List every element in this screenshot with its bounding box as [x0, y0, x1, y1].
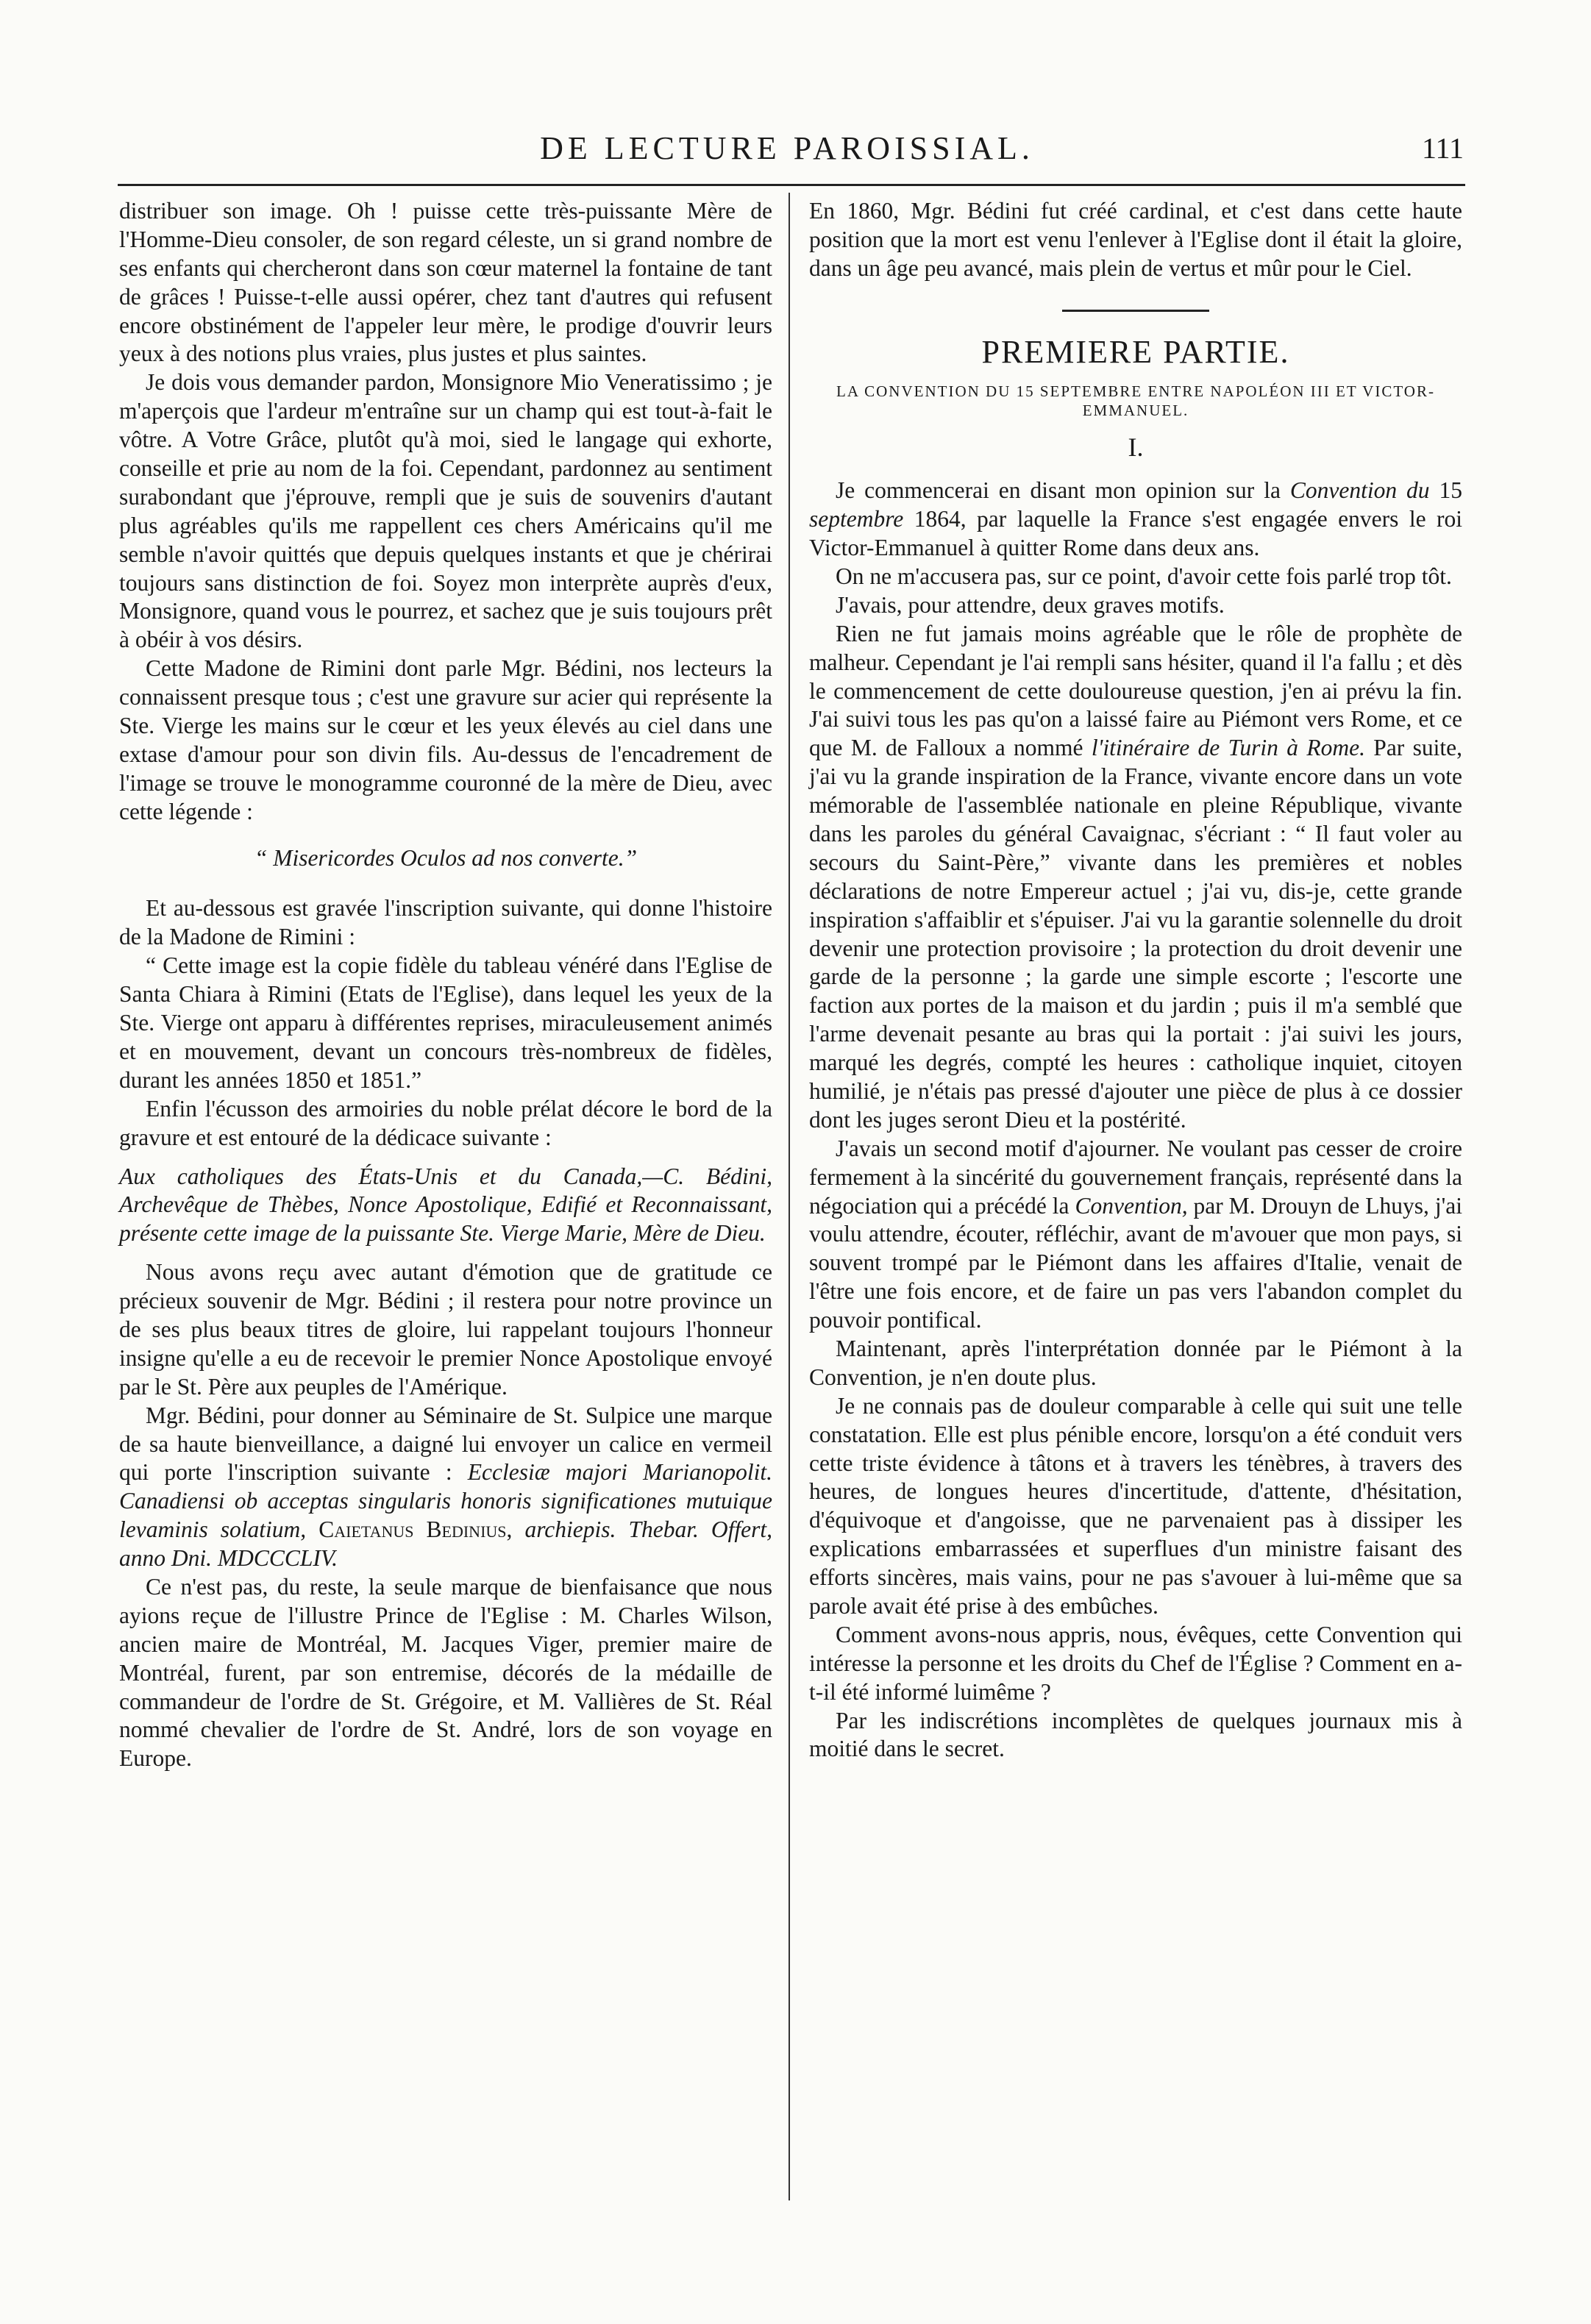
latin-inscription: Ecclesiæ majori Marianopolit. Canadiensi ob acceptas singularis honoris significationes mutuique levaminis solatium, [119, 1459, 772, 1543]
signatory-name: Caietanus Bedinius, [318, 1516, 513, 1543]
paragraph: On ne m'accusera pas, sur ce point, d'avoir cette fois parlé trop tôt. [836, 563, 1452, 589]
paragraph: Comment avons-nous appris, nous, évêques, cette Convention qui intéresse la personne et les droits du Chef de l'Église ? Comment en a-t-il été informé luimême ? [809, 1621, 1462, 1705]
section-rule [1062, 310, 1209, 312]
page-number: 111 [1421, 132, 1464, 165]
italic-text: septembre [809, 506, 904, 532]
paragraph: Je dois vous demander pardon, Monsignore Mio Veneratissimo ; je m'aperçois que l'ardeur m'entraîne sur un champ qui est tout-à-fait le vôtre. A Votre Grâce, plutôt qu'à moi, sied le langage qui exhorte, conseille et prie au nom de la foi. Cependant, pardonnez au sentiment surabondant que j'éprouve, rempli que je suis de souvenirs d'autant plus agréables qu'ils me rappellent ces chers Américains qu'il me semble n'avoir quittés que depuis quelques instants et que je chérirai toujours sans distinction de foi. Soyez mon interprète auprès d'eux, Monsignore, quand vous le pourrez, et sachez que je suis toujours prêt à obéir à vos désirs. [119, 369, 772, 653]
paragraph: Par les indiscrétions incomplètes de quelques journaux mis à moitié dans le secret. [809, 1707, 1462, 1762]
page-header [110, 124, 1464, 175]
legend-quote: “ Misericordes Oculos ad nos converte.” [254, 844, 638, 871]
paragraph: J'avais, pour attendre, deux graves motifs. [836, 591, 1225, 618]
paragraph: En 1860, Mgr. Bédini fut créé cardinal, et c'est dans cette haute position que la mort est venu l'enlever à l'Eglise dont il était la gloire, dans un âge peu avancé, mais plein de vertus et mûr pour le Ciel. [809, 198, 1462, 281]
paragraph: distribuer son image. Oh ! puisse cette très-puissante Mère de l'Homme-Dieu consoler, de son regard céleste, un si grand nombre de ses enfants qui chercheront dans son cœur maternel la fontaine de tant de grâces ! Puisse-t-elle aussi opérer, chez tant d'autres qui refusent encore obstinément de l'appeler leur mère, le prodige d'ouvrir leurs yeux à des notions plus vraies, plus justes et plus saintes. [119, 198, 772, 367]
paragraph: Maintenant, après l'interprétation donnée par le Piémont à la Convention, je n'en doute plus. [809, 1336, 1462, 1390]
left-column [119, 197, 772, 1773]
paragraph-text: Rien ne fut jamais moins agréable que le rôle de prophète de malheur. Cependant je l'ai rempli sans hésiter, quand il l'a fallu ; et dès le commencement de cette douloureuse question, j'en ai prévu la fin. J'ai suivi tous les pas qu'on a laissé faire au Piémont vers Rome, et ce que M. de Falloux a nommé [809, 620, 1462, 761]
paragraph: Je ne connais pas de douleur comparable à celle qui suit une telle constatation. Elle est plus pénible encore, lorsqu'on a été conduit vers cette triste évidence à tâtons et à travers les ténèbres, à travers des heures, de longues heures d'incertitude, d'attente, d'hésitation, d'équivoque et d'angoisse, que ne parvenaient pas à dissiper les explications embarrassées et superflues d'un ministre faisant des efforts sincères, mais vains, pour ne pas s'avouer à lui-même que sa parole avait été prise à des embûches. [809, 1392, 1462, 1619]
column-divider [789, 193, 790, 2200]
paragraph: Nous avons reçu avec autant d'émotion que de gratitude ce précieux souvenir de Mgr. Bédini ; il restera pour notre province un de ses plus beaux titres de gloire, lui rappelant toujours l'honneur insigne qu'elle a eu de recevoir le premier Nonce Apostolique envoyé par le St. Père aux peuples de l'Amérique. [119, 1259, 772, 1400]
paragraph [119, 1402, 772, 1573]
header-rule [118, 184, 1465, 186]
italic-text: Convention, [1075, 1192, 1188, 1219]
paragraph-text: Je commencerai en disant mon opinion sur la [836, 477, 1290, 504]
italic-text: Convention du [1289, 477, 1430, 504]
inscription-paragraph: “ Cette image est la copie fidèle du tableau vénéré dans l'Eglise de Santa Chiara à Rimini (Etats de l'Eglise), dans lequel les yeux de la Ste. Vierge ont apparu à différentes reprises, miraculeusement animés et en mouvement, devant un concours très-nombreux de fidèles, durant les années 1850 et 1851.” [119, 952, 772, 1093]
section-numeral: I. [1128, 432, 1144, 462]
paragraph-text: Mgr. Bédini, pour donner au Séminaire de St. Sulpice une marque de sa haute bienveillance, a daigné lui envoyer un calice en vermeil qui porte l'inscription suivante : [119, 1402, 772, 1486]
paragraph [809, 620, 1462, 1135]
paragraph: Ce n'est pas, du reste, la seule marque de bienfaisance que nous ayions reçue de l'illustre Prince de l'Eglise : M. Charles Wilson, ancien maire de Montréal, M. Jacques Viger, premier maire de Montréal, furent, par son entremise, décorés de la médaille de commandeur de l'ordre de St. Grégoire, et M. Vallières de St. Réal nommé chevalier de l'ordre de St. André, lors de son voyage en Europe. [119, 1573, 772, 1772]
paragraph-text: 1864, par laquelle la France s'est engagée envers le roi Victor-Emmanuel à quitter Rome dans deux ans. [809, 506, 1462, 561]
latin-inscription-end: archiepis. Thebar. Offert, anno Dni. MDCCCLIV. [119, 1516, 773, 1572]
paragraph: Cette Madone de Rimini dont parle Mgr. Bédini, nos lecteurs la connaissent presque tous ; c'est une gravure sur acier qui représente la Ste. Vierge les mains sur le cœur et les yeux élevés au ciel dans une extase d'amour pour son divin fils. Au-dessus de l'encadrement de l'image se trouve le monogramme couronné de la mère de Dieu, avec cette légende : [119, 655, 772, 824]
italic-text: l'itinéraire de Turin à Rome. [1091, 735, 1365, 761]
paragraph [809, 1135, 1462, 1335]
part-subtitle: LA CONVENTION DU 15 SEPTEMBRE ENTRE NAPOLÉON III ET VICTOR-EMMANUEL. [836, 382, 1435, 419]
paragraph: Et au-dessous est gravée l'inscription suivante, qui donne l'histoire de la Madone de Rimini : [119, 895, 772, 950]
paragraph [809, 477, 1462, 563]
paragraph: Enfin l'écusson des armoiries du noble prélat décore le bord de la gravure et est entouré de la dédicace suivante : [119, 1095, 772, 1150]
dedication: Aux catholiques des États-Unis et du Canada,—C. Bédini, Archevêque de Thèbes, Nonce Apostolique, Edifié et Reconnaissant, présente cette image de la puissante Ste. Vierge Marie, Mère de Dieu. [119, 1163, 772, 1247]
running-title: DE LECTURE PAROISSIAL. [540, 130, 1034, 166]
paragraph-text: 15 [1429, 477, 1463, 504]
part-title: PREMIERE PARTIE. [981, 333, 1290, 370]
paragraph-text: Par suite, j'ai vu la grande inspiration de la France, vivante encore dans un vote mémorable de l'assemblée nationale en pleine République, vivante dans les paroles du général Cavaignac, s'écriant : “ Il faut voler au secours du Saint-Père,” vivante dans les premières et nobles déclarations de notre Empereur actuel ; j'ai vu, dis-je, cette grande inspiration s'affaiblir et s'épuiser. J'ai vu la garantie solennelle du droit devenir une protection provisoire ; la protection du droit devenir une garde de la personne ; la garde une simple escorte ; l'escorte une faction aux portes de la maison et du jardin ; puis il m'a semblé que l'arme devenait pesante au bras qui la portait : j'ai suivi les jours, marqué les degrés, compté les heures : catholique inquiet, citoyen humilié, je n'étais pas pressé d'ajouter une pièce de plus à ce dossier dont les juges seront Dieu et la postérité. [809, 735, 1462, 1133]
right-column [809, 197, 1462, 1764]
paragraph-text: par M. Drouyn de Lhuys, j'ai voulu attendre, écouter, réfléchir, avant de m'avouer que mon pays, si souvent trompé par le Piémont dans les affaires d'Italie, venait de l'être une fois encore, et de faire un pas vers l'abandon complet du pouvoir pontifical. [809, 1192, 1462, 1333]
paragraph-text: J'avais un second motif d'ajourner. Ne voulant pas cesser de croire fermement à la sincérité du gouvernement français, représenté dans la négociation qui a précédé la [809, 1135, 1462, 1219]
